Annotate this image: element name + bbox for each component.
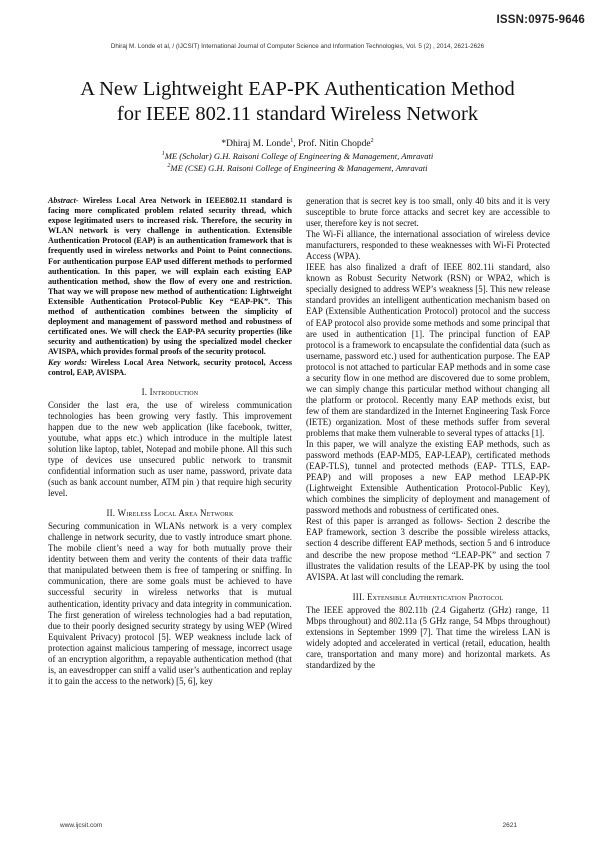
wlan-paragraph-2: The first generation of wireless technologies had a bad reputation, due to their poorly designed security strategy by using WEP (Wired Equivalent Privacy) protocol [5]. WEP weakness include lack of protection against malicious tampering of message, incorrect usage of an encryption algorithm, a repayable authentication method (that is, an eavesdropper can sniff a valid user’s authentication and replay it to gain the access to the network) [5, 6], key <box>48 609 292 686</box>
left-column <box>48 196 292 687</box>
keywords-text: Wireless Local Area Network, security protocol, Access control, EAP, AVISPA. <box>48 357 292 377</box>
section-2-number: II. <box>106 508 118 519</box>
affiliation-1 <box>0 151 595 161</box>
footer-page-number: 2621 <box>502 822 517 829</box>
section-3-number: III. <box>352 591 367 602</box>
affiliation-2-sup: 2 <box>167 163 171 170</box>
author-1: *Dhiraj M. Londe <box>221 139 291 149</box>
author-1-sup: 1 <box>290 137 294 144</box>
abstract-label: Abstract- <box>48 196 79 205</box>
abstract <box>48 196 292 358</box>
author-2: , Prof. Nitin Chopde <box>293 139 371 149</box>
right-paragraph-5: Rest of this paper is arranged as follows- Section 2 describe the EAP framework, section 3 describe the possible wireless attacks, section 4 describe different EAP methods, section 5 and 6 introduce and describe the new propose method “LEAP-PK” and section 7 illustrates the validation results of the LEAP-PK by using the tool AVISPA. At last will concluding the remark. <box>306 516 550 582</box>
affiliation-2-text: ME (CSE) G.H. Raisoni College of Engineering & Management, Amravati <box>170 163 428 173</box>
section-1-title: Introduction <box>149 386 199 397</box>
right-column <box>306 196 550 671</box>
affiliation-1-sup: 1 <box>161 151 165 158</box>
section-3-title: Extensible Authentication Protocol <box>366 591 504 602</box>
author-2-sup: 2 <box>370 137 374 144</box>
issn-label: ISSN:0975-9646 <box>496 14 585 26</box>
title-line-2: for IEEE 802.11 standard Wireless Network <box>116 103 479 125</box>
affiliation-2 <box>0 163 595 173</box>
section-heading-introduction <box>48 387 292 398</box>
footer-url: www.ijcsit.com <box>60 822 103 829</box>
authors-line <box>0 139 595 149</box>
section-heading-wlan <box>48 508 292 519</box>
section-2-title: Wireless Local Area Network <box>117 508 234 519</box>
right-paragraph-2: The Wi-Fi alliance, the international association of wireless device manufacturers, responded to these weaknesses with Wi-Fi Protected Access (WPA). <box>306 229 550 262</box>
eap-paragraph-1: The IEEE approved the 802.11b (2.4 Gigahertz (GHz) range, 11 Mbps throughout) and 802.11a (5 GHz range, 54 Mbps throughout) extensions in September 1999 [7]. That time the wireless LAN is widely adopted and accelerated in vertical (retail, education, health care, transportation and many more) and horizontal markets. As standardized by the <box>306 604 550 670</box>
section-heading-eap <box>306 592 550 603</box>
keywords-label: Key words: <box>48 357 87 367</box>
wlan-paragraph-1: Securing communication in WLANs network is a very complex challenge in network security, due to vastly introduce smart phone. The mobile client’s need a way for both mutually prove their identity between them and verity the contents of their data traffic that manipulated between them is free of tampering or sniffing. In communication, there are some goals must be achieved to have successful security in wireless networks that is mutual authentication, identity privacy and data integrity in communication. <box>48 521 292 609</box>
right-paragraph-3: IEEE has also finalized a draft of IEEE 802.11i standard, also known as Robust Security Network (RSN) or WPA2, which is specially designed to address WEP’s weakness [5]. This new release standard provides an intelligent authentication mechanism based on EAP (Extensible Authentication Protocol) protocol and the success of EAP protocol also provide some methods and some principal that are used in authentication [1]. The principal function of EAP protocol is a framework to encapsulate the confidential data (such as username, password etc.) used for authentication purpose. The EAP protocol is not attached to particular EAP methods and in some case a security flow in one method are discovered due to some problem, we can simply change this particular method without changing all the platform or protocol. Recently many EAP methods exist, but few of them are standardized in the Internet Engineering Task Force (IETE) organization. Most of these methods suffer from several problems that make them vulnerable to several types of attacks [1]. <box>306 262 550 438</box>
running-head: Dhiraj M. Londe et al, / (IJCSIT) International Journal of Computer Science and Information Technologies, Vol. 5 (2) , 2014, 2621-2626 <box>110 43 485 50</box>
title-line-1: A New Lightweight EAP-PK Authentication Method <box>80 78 515 100</box>
affiliation-1-text: ME (Scholar) G.H. Raisoni College of Engineering & Management, Amravati <box>164 151 434 161</box>
right-paragraph-4: In this paper, we will analyze the existing EAP methods, such as password methods (EAP-MD5, EAP-LEAP), certificated methods (EAP-TLS), tunnel and protected methods (EAP- TTLS, EAP-PEAP) and will proposes a new EAP method LEAP-PK (Lightweight Extensible Authentication Protocol-Public Key), which combines the simplicity of deployment and management of password methods and robustness of certificated ones. <box>306 439 550 516</box>
abstract-text: Wireless Local Area Network in IEEE802.11 standard is facing more complicated problem related security thread, which expose legitimated users to increased risk. Therefore, the security in WLAN network is very challenge in authentication. Extensible Authentication Protocol (EAP) is an authentication framework that is frequently used in wireless networks and Point to Point connections. For authentication purpose EAP used different methods to performed authentication. In this paper, we will explain each existing EAP authentication method, show the flow of every one and restriction. That way we will propose new method of authentication: Lightweight Extensible Authentication Protocol-Public Key “EAP-PK”. This method of authentication combines between the simplicity of deployment and management of password method and robustness of certificated ones. We will check the EAP-PA security properties (like security and authentication) by using the specialized model checker AVISPA, which provides formal proofs of the security protocol. <box>48 196 292 357</box>
paper-title <box>40 77 555 127</box>
keywords <box>48 358 292 378</box>
intro-paragraph: Consider the last era, the use of wireless communication technologies has been growing very fastly. This improvement happen due to the new web application (like facebook, twitter, youtube, what apps etc.) which introduce in the multiple latest solution like laptop, tablet, Notepad and mobile phone. All this such type of devices use unsecured public network to transmit confidential information such as user name, password, private data (such as bank account number, ATM pin ) that require high security level. <box>48 399 292 499</box>
right-paragraph-1: generation that is secret key is too small, only 40 bits and it is very susceptible to brute force attacks and secret key are accessible to user, therefore key is not secret. <box>306 196 550 229</box>
section-1-number: I. <box>141 386 150 397</box>
